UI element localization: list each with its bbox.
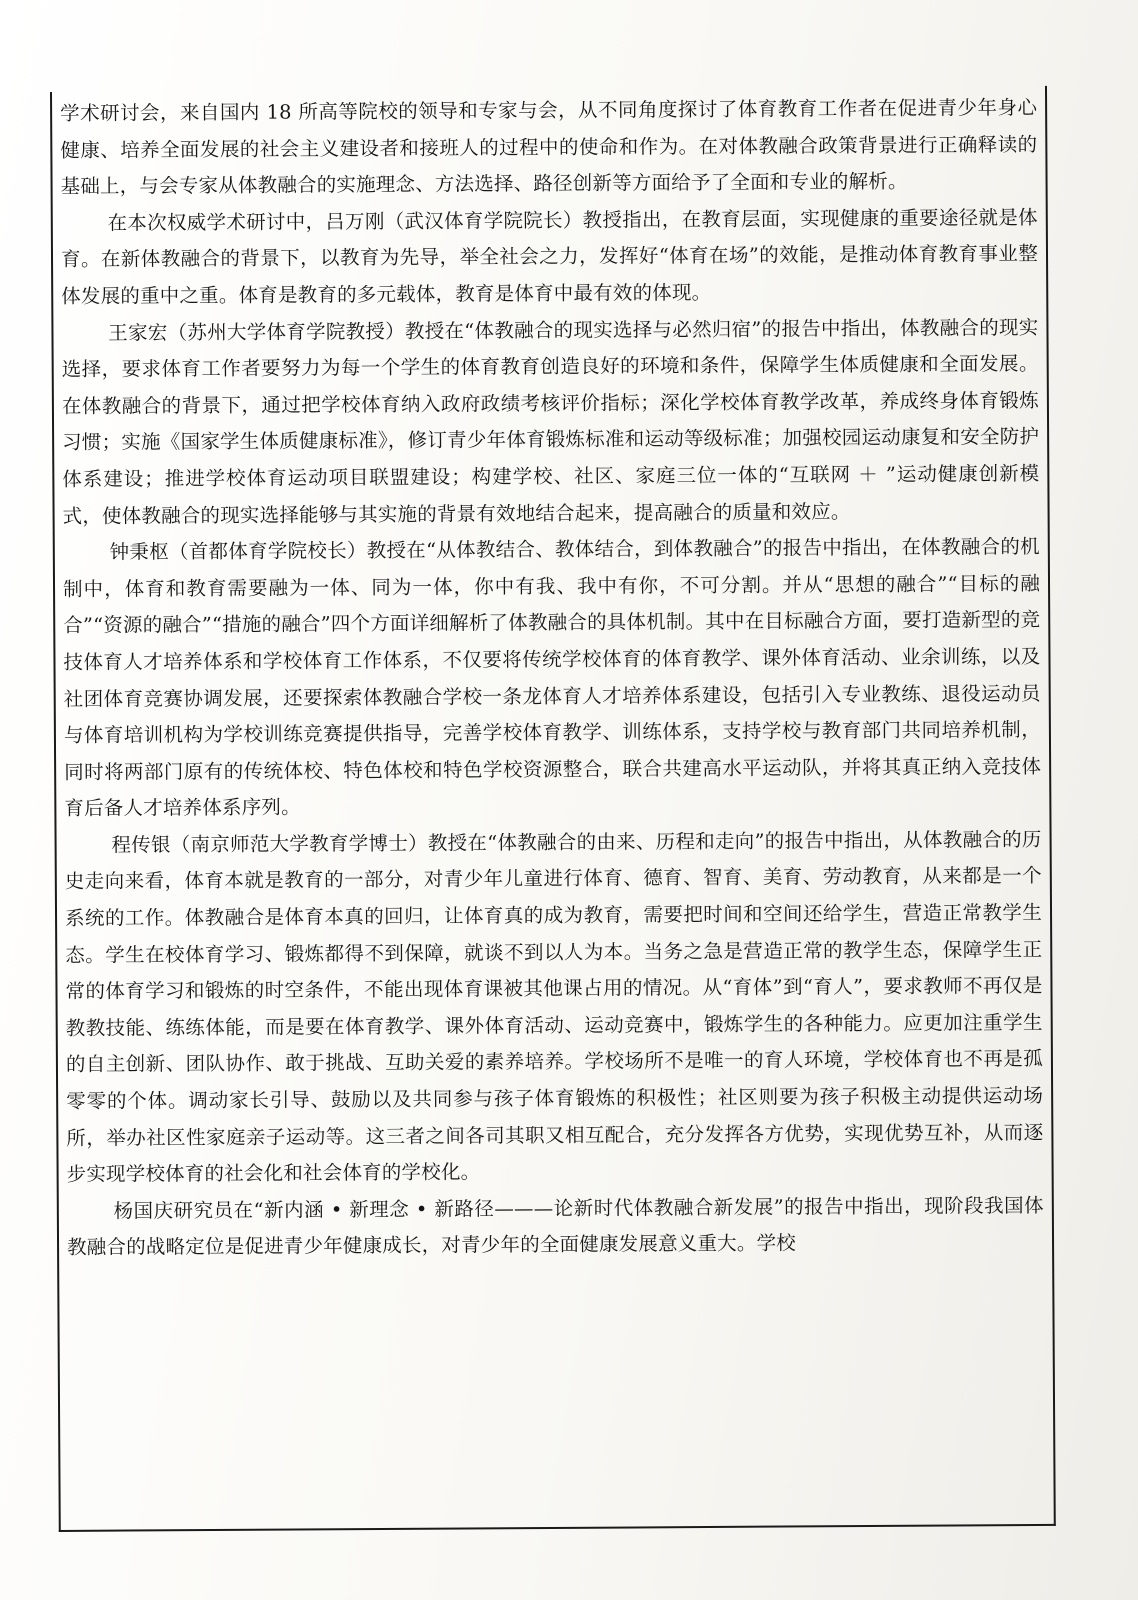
bordered-text-frame (50, 86, 1056, 1532)
article-body (52, 86, 1052, 1267)
paragraph-3: 王家宏（苏州大学体育学院教授）教授在“体教融合的现实选择与必然归宿”的报告中指出，体教融合的现实选择，要求体育工作者要努力为每一个学生的体育教育创造良好的环境和条件，保障学生体质健康和全面发展。在体教融合的背景下，通过把学校体育纳入政府政绩考核评价指标；深化学校体育教学改革，养成终身体育锻炼习惯；实施《国家学生体质健康标准》，修订青少年体育锻炼标准和运动等级标准；加强校园运动康复和安全防护体系建设；推进学校体育运动项目联盟建设；构建学校、社区、家庭三位一体的“互联网 ＋ ”运动健康创新模式，使体教融合的现实选择能够与其实施的背景有效地结合起来，提高融合的质量和效应。 (61, 315, 1040, 528)
paragraph-2: 在本次权威学术研讨中，吕万刚（武汉体育学院院长）教授指出，在教育层面，实现健康的重要途径就是体育。在新体教融合的背景下，以教育为先导，举全社会之力，发挥好“体育在场”的效能，是推动体育教育事业整体发展的重中之重。体育是教育的多元载体，教育是体育中最有效的体现。 (60, 205, 1039, 308)
paragraph-5: 程传银（南京师范大学教育学博士）教授在“体教融合的由来、历程和走向”的报告中指出，从体教融合的历史走向来看，体育本就是教育的一部分，对青少年儿童进行体育、德育、智育、美育、劳动教育，从来都是一个系统的工作。体教融合是体育本真的回归，让体育真的成为教育，需要把时间和空间还给学生，营造正常教学生态。学生在校体育学习、锻炼都得不到保障，就谈不到以人为本。当务之急是营造正常的教学生态，保障学生正常的体育学习和锻炼的时空条件，不能出现体育课被其他课占用的情况。从“育体”到“育人”，要求教师不再仅是教教技能、练练体能，而是要在体育教学、课外体育活动、运动竞赛中，锻炼学生的各种能力。应更加注重学生的自主创新、团队协作、敢于挑战、互助关爱的素养培养。学校场所不是唯一的育人环境，学校体育也不再是孤零零的个体。调动家长引导、鼓励以及共同参与孩子体育锻炼的积极性；社区则要为孩子积极主动提供运动场所，举办社区性家庭亲子运动等。这三者之间各司其职又相互配合，充分发挥各方优势，实现优势互补，从而逐步实现学校体育的社会化和社会体育的学校化。 (64, 827, 1044, 1187)
paragraph-6: 杨国庆研究员在“新内涵 • 新理念 • 新路径———论新时代体教融合新发展”的报告中指出，现阶段我国体教融合的战略定位是促进青少年健康成长，对青少年的全面健康发展意义重大。学校 (66, 1193, 1044, 1260)
paragraph-4: 钟秉枢（首都体育学院校长）教授在“从体教结合、教体结合，到体教融合”的报告中指出，在体教融合的机制中，体育和教育需要融为一体、同为一体，你中有我、我中有你，不可分割。并从“思想的融合”“目标的融合”“资源的融合”“措施的融合”四个方面详细解析了体教融合的具体机制。其中在目标融合方面，要打造新型的竞技体育人才培养体系和学校体育工作体系，不仅要将传统学校体育的体育教学、课外体育活动、业余训练，以及社团体育竞赛协调发展，还要探索体教融合学校一条龙体育人才培养体系建设，包括引入专业教练、退役运动员与体育培训机构为学校训练竞赛提供指导，完善学校体育教学、训练体系，支持学校与教育部门共同培养机制，同时将两部门原有的传统体校、特色体校和特色学校资源整合，联合共建高水平运动队，并将其真正纳入竞技体育后备人才培养体系序列。 (62, 535, 1042, 821)
paragraph-1: 学术研讨会，来自国内 18 所高等院校的领导和专家与会，从不同角度探讨了体育教育工作者在促进青少年身心健康、培养全面发展的社会主义建设者和接班人的过程中的使命和作为。在对体教融合政策背景进行正确释读的基础上，与会专家从体教融合的实施理念、方法选择、路径创新等方面给予了全面和专业的解析。 (60, 95, 1038, 199)
